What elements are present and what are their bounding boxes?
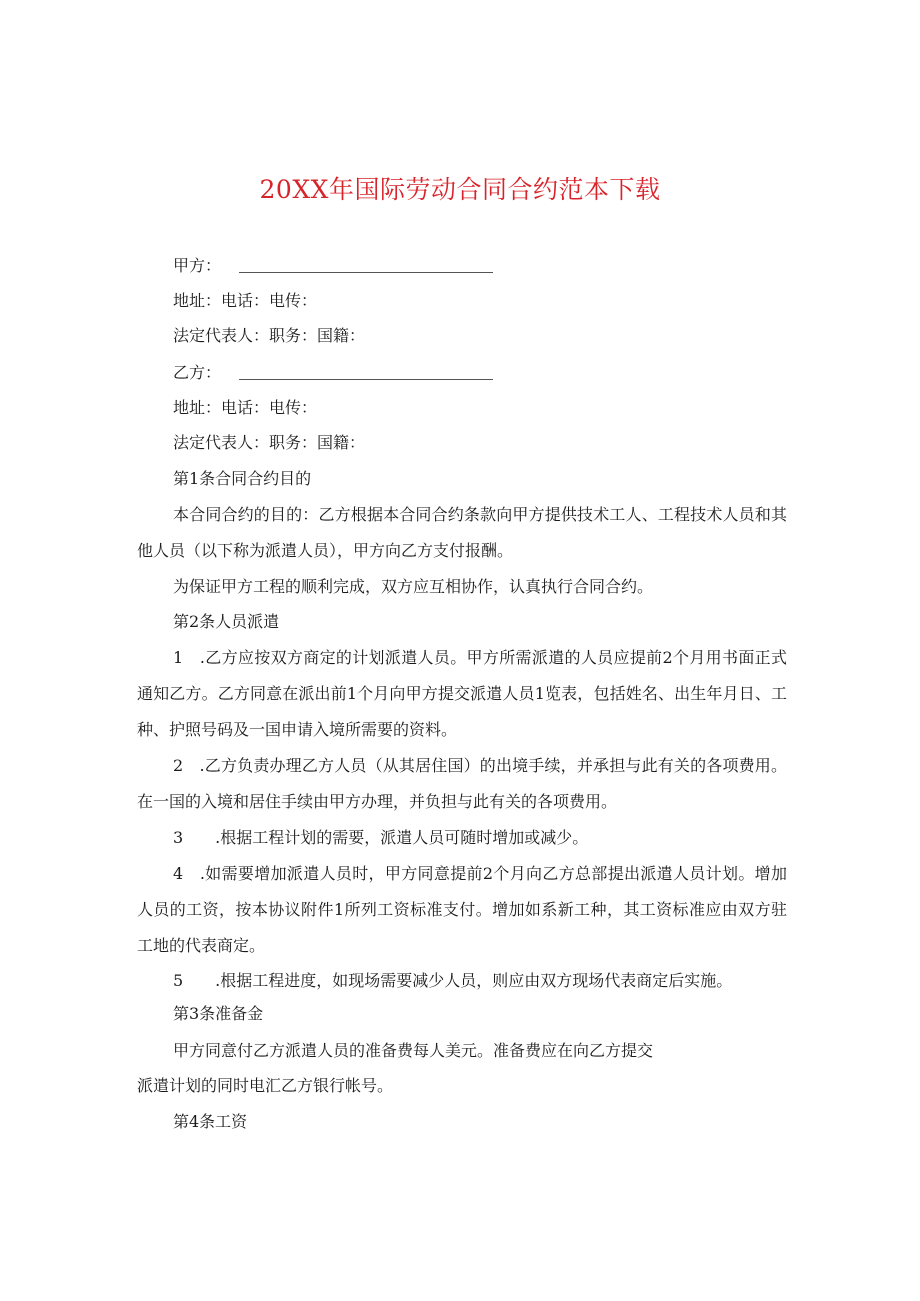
document-title: 20XX年国际劳动合同合约范本下载: [259, 175, 661, 204]
article-4-heading: 第4条工资: [173, 1112, 248, 1131]
party-a-label: 甲方：: [173, 256, 222, 275]
article-1-heading: 第1条合同合约目的: [173, 469, 312, 488]
party-a-line: [173, 248, 493, 284]
article-2-item-1: 1 .乙方应按双方商定的计划派遣人员。甲方所需派遣的人员应提前2个月用书面正式通知乙方。乙方同意在派出前1个月向甲方提交派遣人员1览表，包括姓名、出生年月日、工种、护照号码及一国申请入境所需要的资料。: [137, 648, 787, 739]
party-a-blank: [239, 252, 493, 273]
party-a-address: 地址：电话：电传：: [173, 291, 318, 310]
article-3-paragraph-line-2: 派遣计划的同时电汇乙方银行帐号。: [137, 1076, 394, 1095]
article-2-item-5: 5 .根据工程进度，如现场需要减少人员，则应由双方现场代表商定后实施。: [173, 971, 733, 990]
party-a-representative: 法定代表人：职务：国籍：: [173, 326, 366, 345]
party-b-line: [173, 355, 493, 391]
party-b-label: 乙方：: [173, 363, 222, 382]
article-2-heading: 第2条人员派遣: [173, 612, 280, 631]
article-1-paragraph-2: 为保证甲方工程的顺利完成，双方应互相协作，认真执行合同合约。: [173, 577, 654, 596]
article-3-heading: 第3条准备金: [173, 1004, 264, 1023]
article-3-paragraph-line-1: 甲方同意付乙方派遣人员的准备费每人美元。准备费应在向乙方提交: [173, 1041, 654, 1060]
article-1-paragraph-1: 本合同合约的目的：乙方根据本合同合约条款向甲方提供技术工人、工程技术人员和其他人员（以下称为派遣人员），甲方向乙方支付报酬。: [137, 505, 787, 560]
article-2-item-2: 2 .乙方负责办理乙方人员（从其居住国）的出境手续，并承担与此有关的各项费用。在一国的入境和居住手续由甲方办理，并负担与此有关的各项费用。: [137, 756, 787, 811]
party-b-blank: [239, 359, 493, 380]
party-b-address: 地址：电话：电传：: [173, 398, 318, 417]
article-2-item-3: 3 .根据工程计划的需要，派遣人员可随时增加或减少。: [173, 828, 589, 847]
article-2-item-4: 4 .如需要增加派遣人员时，甲方同意提前2个月向乙方总部提出派遣人员计划。增加人员的工资，按本协议附件1所列工资标准支付。增加如系新工种，其工资标准应由双方驻工地的代表商定。: [137, 864, 787, 955]
party-b-representative: 法定代表人：职务：国籍：: [173, 433, 366, 452]
